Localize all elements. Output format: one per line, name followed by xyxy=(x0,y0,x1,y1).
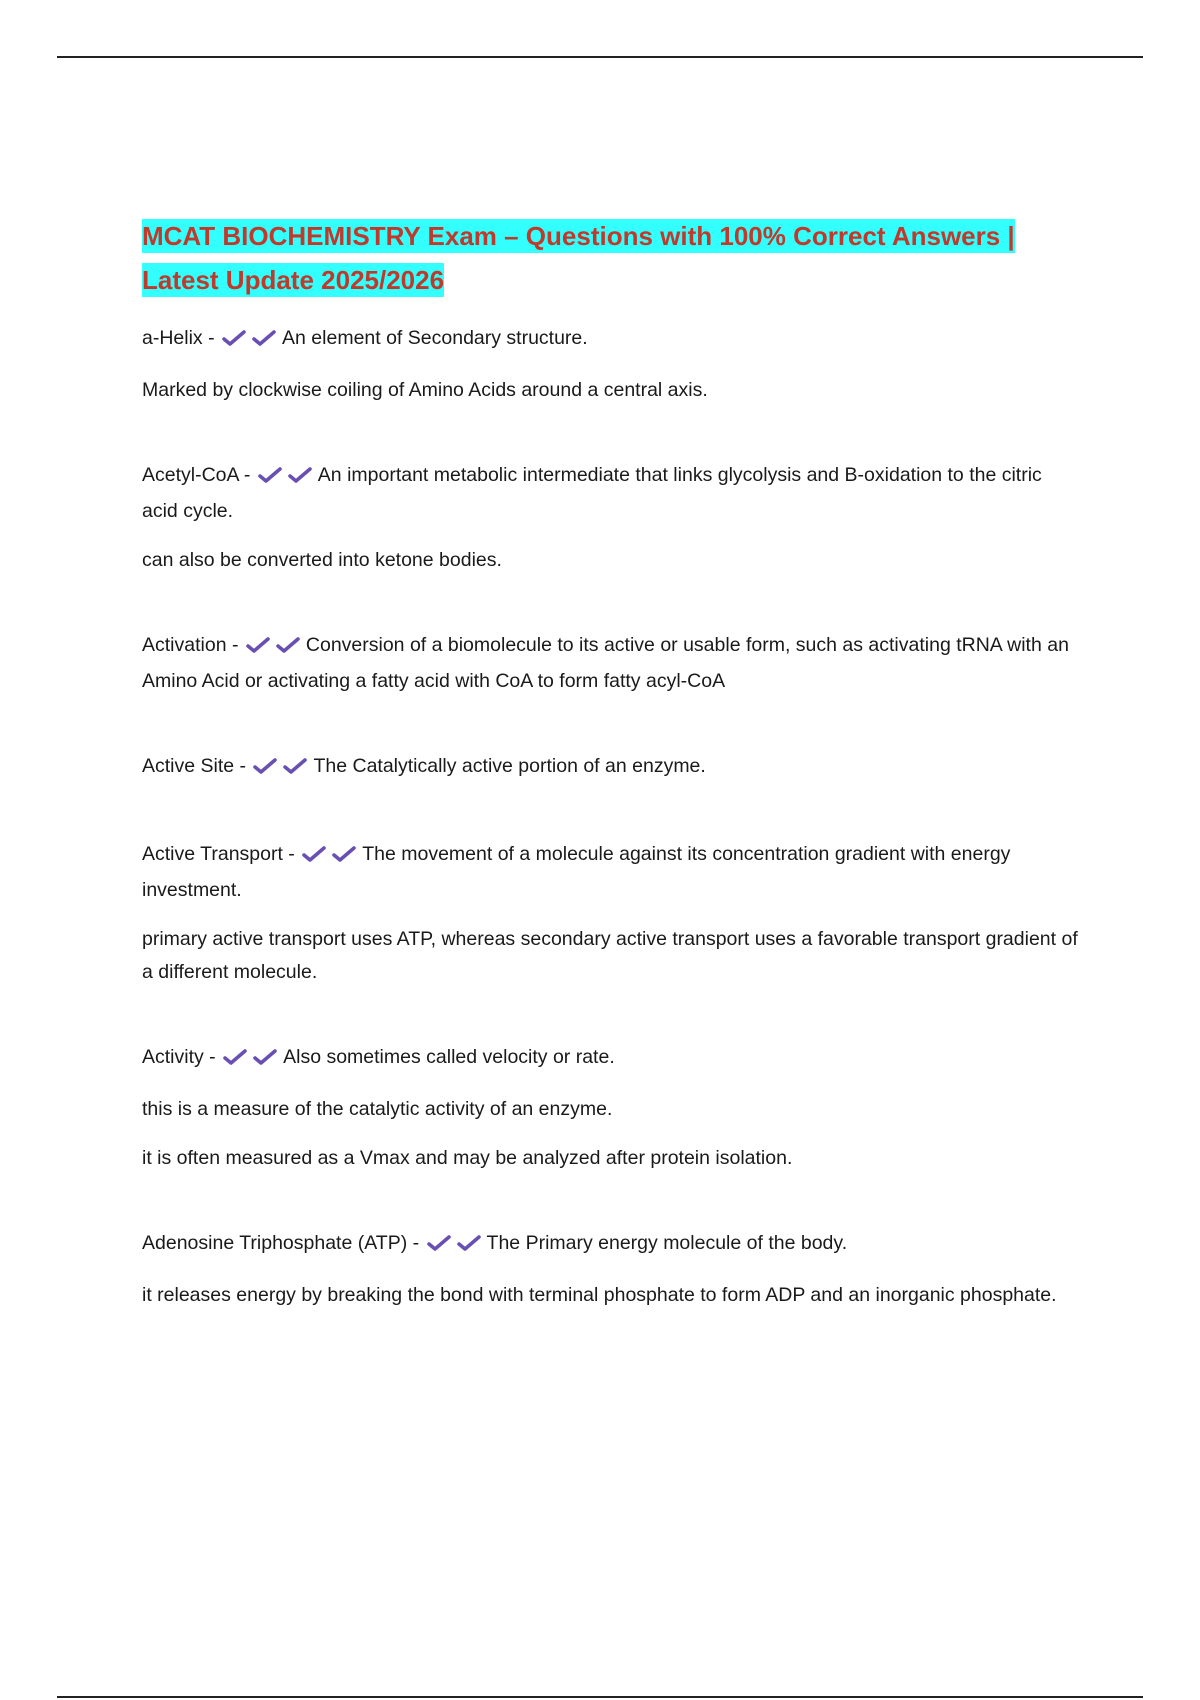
check-icon xyxy=(283,757,307,775)
double-check-mark xyxy=(302,841,360,874)
check-icon xyxy=(253,757,277,775)
entry-term: Active Site xyxy=(142,755,235,777)
glossary-entry xyxy=(142,322,1082,407)
term-separator: - xyxy=(238,464,256,486)
entry-note: can also be converted into ketone bodies. xyxy=(142,549,502,571)
entry-definition: The Primary energy molecule of the body. xyxy=(486,1232,848,1254)
check-icon xyxy=(332,845,356,863)
check-icon xyxy=(222,329,246,347)
check-icon xyxy=(252,329,276,347)
term-separator: - xyxy=(407,1232,425,1254)
top-rule xyxy=(57,56,1143,58)
check-icon xyxy=(246,636,270,654)
check-icon xyxy=(276,636,300,654)
entry-note: it is often measured as a Vmax and may be analyzed after protein isolation. xyxy=(142,1147,793,1169)
check-icon xyxy=(223,1048,247,1066)
entry-term: Active Transport xyxy=(142,843,283,865)
term-separator: - xyxy=(202,327,221,349)
entry-definition-line xyxy=(142,629,1082,698)
entry-term: Acetyl-CoA xyxy=(142,464,239,486)
double-check-mark xyxy=(246,632,304,665)
document-body xyxy=(142,214,1082,1312)
check-icon xyxy=(253,1048,277,1066)
entry-definition-line xyxy=(142,750,1082,786)
entry-term: Activation xyxy=(142,634,227,656)
entry-note: primary active transport uses ATP, whereas secondary active transport uses a favorable transport gradient of a different molecule. xyxy=(142,928,1078,983)
entry-note: it releases energy by breaking the bond with terminal phosphate to form ADP and an inorganic phosphate. xyxy=(142,1284,1057,1306)
entry-definition: An element of Secondary structure. xyxy=(282,327,588,349)
term-separator: - xyxy=(226,634,244,656)
check-icon xyxy=(288,466,312,484)
glossary-entry xyxy=(142,750,1082,786)
glossary-entry xyxy=(142,838,1082,989)
entry-term: a-Helix xyxy=(142,327,203,349)
entry-definition-line xyxy=(142,322,1082,358)
glossary-entry xyxy=(142,629,1082,698)
document-title xyxy=(142,214,1082,302)
entry-definition-line xyxy=(142,1041,1082,1077)
entry-definition: An important metabolic intermediate that links glycolysis and B-oxidation to the citric acid cycle. xyxy=(142,464,1042,522)
glossary-entry xyxy=(142,1041,1082,1175)
term-separator: - xyxy=(282,843,301,865)
entry-definition: The movement of a molecule against its concentration gradient with energy investment. xyxy=(142,843,1011,901)
entry-term: Activity xyxy=(142,1046,204,1068)
term-separator: - xyxy=(234,755,252,777)
bottom-rule xyxy=(57,1696,1143,1698)
double-check-mark xyxy=(222,325,280,358)
entry-definition-line xyxy=(142,459,1082,528)
entry-definition: The Catalytically active portion of an enzyme. xyxy=(313,755,706,777)
check-icon xyxy=(258,466,282,484)
entry-list xyxy=(142,322,1082,1312)
entry-definition-line xyxy=(142,838,1082,907)
double-check-mark xyxy=(253,753,311,786)
double-check-mark xyxy=(427,1230,485,1263)
check-icon xyxy=(457,1234,481,1252)
entry-note: this is a measure of the catalytic activity of an enzyme. xyxy=(142,1098,613,1120)
check-icon xyxy=(302,845,326,863)
entry-note: Marked by clockwise coiling of Amino Acids around a central axis. xyxy=(142,379,708,401)
double-check-mark xyxy=(223,1044,281,1077)
term-separator: - xyxy=(203,1046,222,1068)
entry-definition: Conversion of a biomolecule to its active or usable form, such as activating tRNA with an Amino Acid or activating a fatty acid with CoA to form fatty acyl-CoA xyxy=(142,634,1069,692)
entry-term: Adenosine Triphosphate (ATP) xyxy=(142,1232,408,1254)
double-check-mark xyxy=(258,462,316,495)
entry-definition: Also sometimes called velocity or rate. xyxy=(283,1046,615,1068)
title-highlight: MCAT BIOCHEMISTRY Exam – Questions with 100% Correct Answers | Latest Update 2025/2026 xyxy=(142,221,1015,295)
glossary-entry xyxy=(142,1227,1082,1312)
glossary-entry xyxy=(142,459,1082,577)
check-icon xyxy=(427,1234,451,1252)
entry-definition-line xyxy=(142,1227,1082,1263)
